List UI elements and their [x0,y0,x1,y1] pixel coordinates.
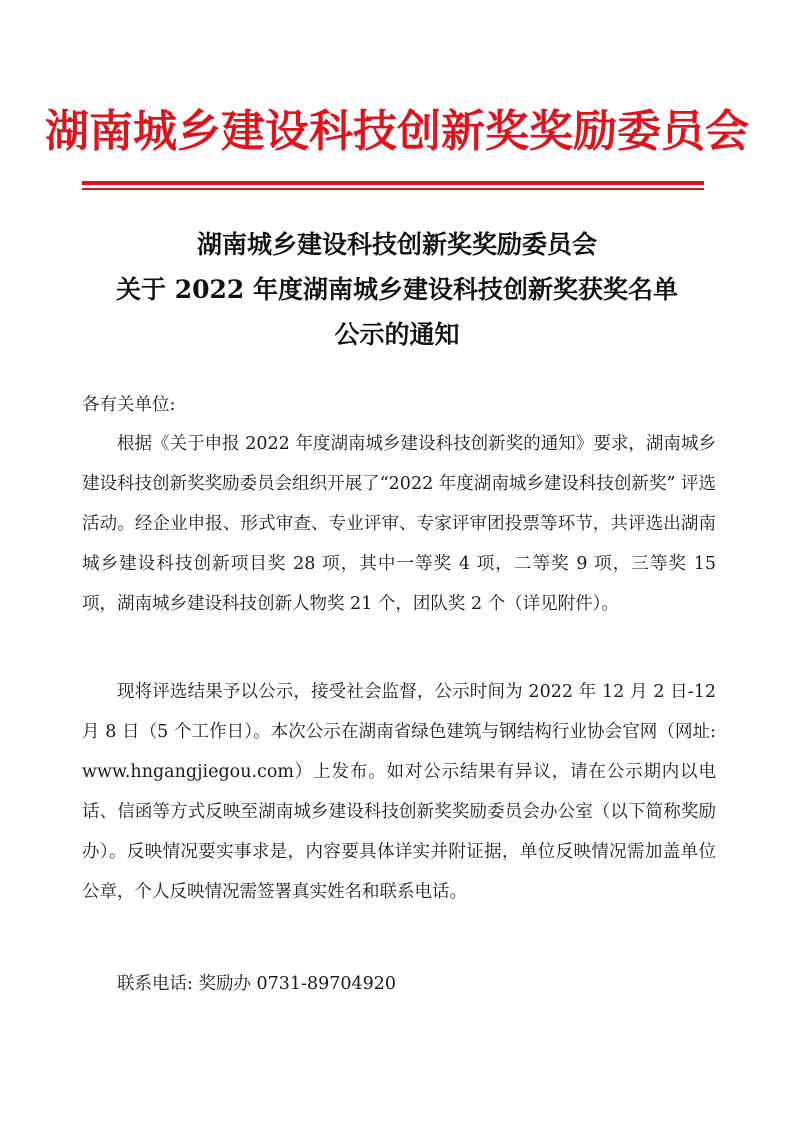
body-paragraph-1: 根据《关于申报 2022 年度湖南城乡建设科技创新奖的通知》要求，湖南城乡建设科技创新奖奖励委员会组织开展了“2022 年度湖南城乡建设科技创新奖” 评选活动。经企业申报、形式审查、专业评审、专家评审团投票等环节，共评选出湖南城乡建设科技创新项目奖 28 项，其中一等奖 4 项，二等奖 9 项，三等奖 15 项，湖南城乡建设科技创新人物奖 21 个，团队奖 2 个（详见附件）。 [82,434,716,614]
salutation: 各有关单位: [82,395,176,415]
body-paragraph-2: 现将评选结果予以公示，接受社会监督，公示时间为 2022 年 12 月 2 日-12 月 8 日（5 个工作日）。本次公示在湖南省绿色建筑与钢结构行业协会官网（网址: www.hngangjiegou.com）上发布。如对公示结果有异议，请在公示期内以电话、信函等方式反映至湖南城乡建设科技创新奖奖励委员会办公室（以下简称奖励办）。反映情况要实事求是，内容要具体详实并附证据，单位反映情况需加盖单位公章，个人反映情况需签署真实姓名和联系电话。 [82,682,716,902]
contact-line: 联系电话: 奖励办 0731-89704920 [117,974,397,994]
document-title-line-1: 湖南城乡建设科技创新奖奖励委员会 [196,230,597,259]
document-title-line-3: 公示的通知 [334,320,460,349]
letterhead-rule-thin [82,188,704,190]
document-title-line-2: 关于 2022 年度湖南城乡建设科技创新奖获奖名单 [116,275,678,304]
letterhead-title: 湖南城乡建设科技创新奖奖励委员会 [45,106,749,157]
letterhead-rule-thick [82,181,704,185]
